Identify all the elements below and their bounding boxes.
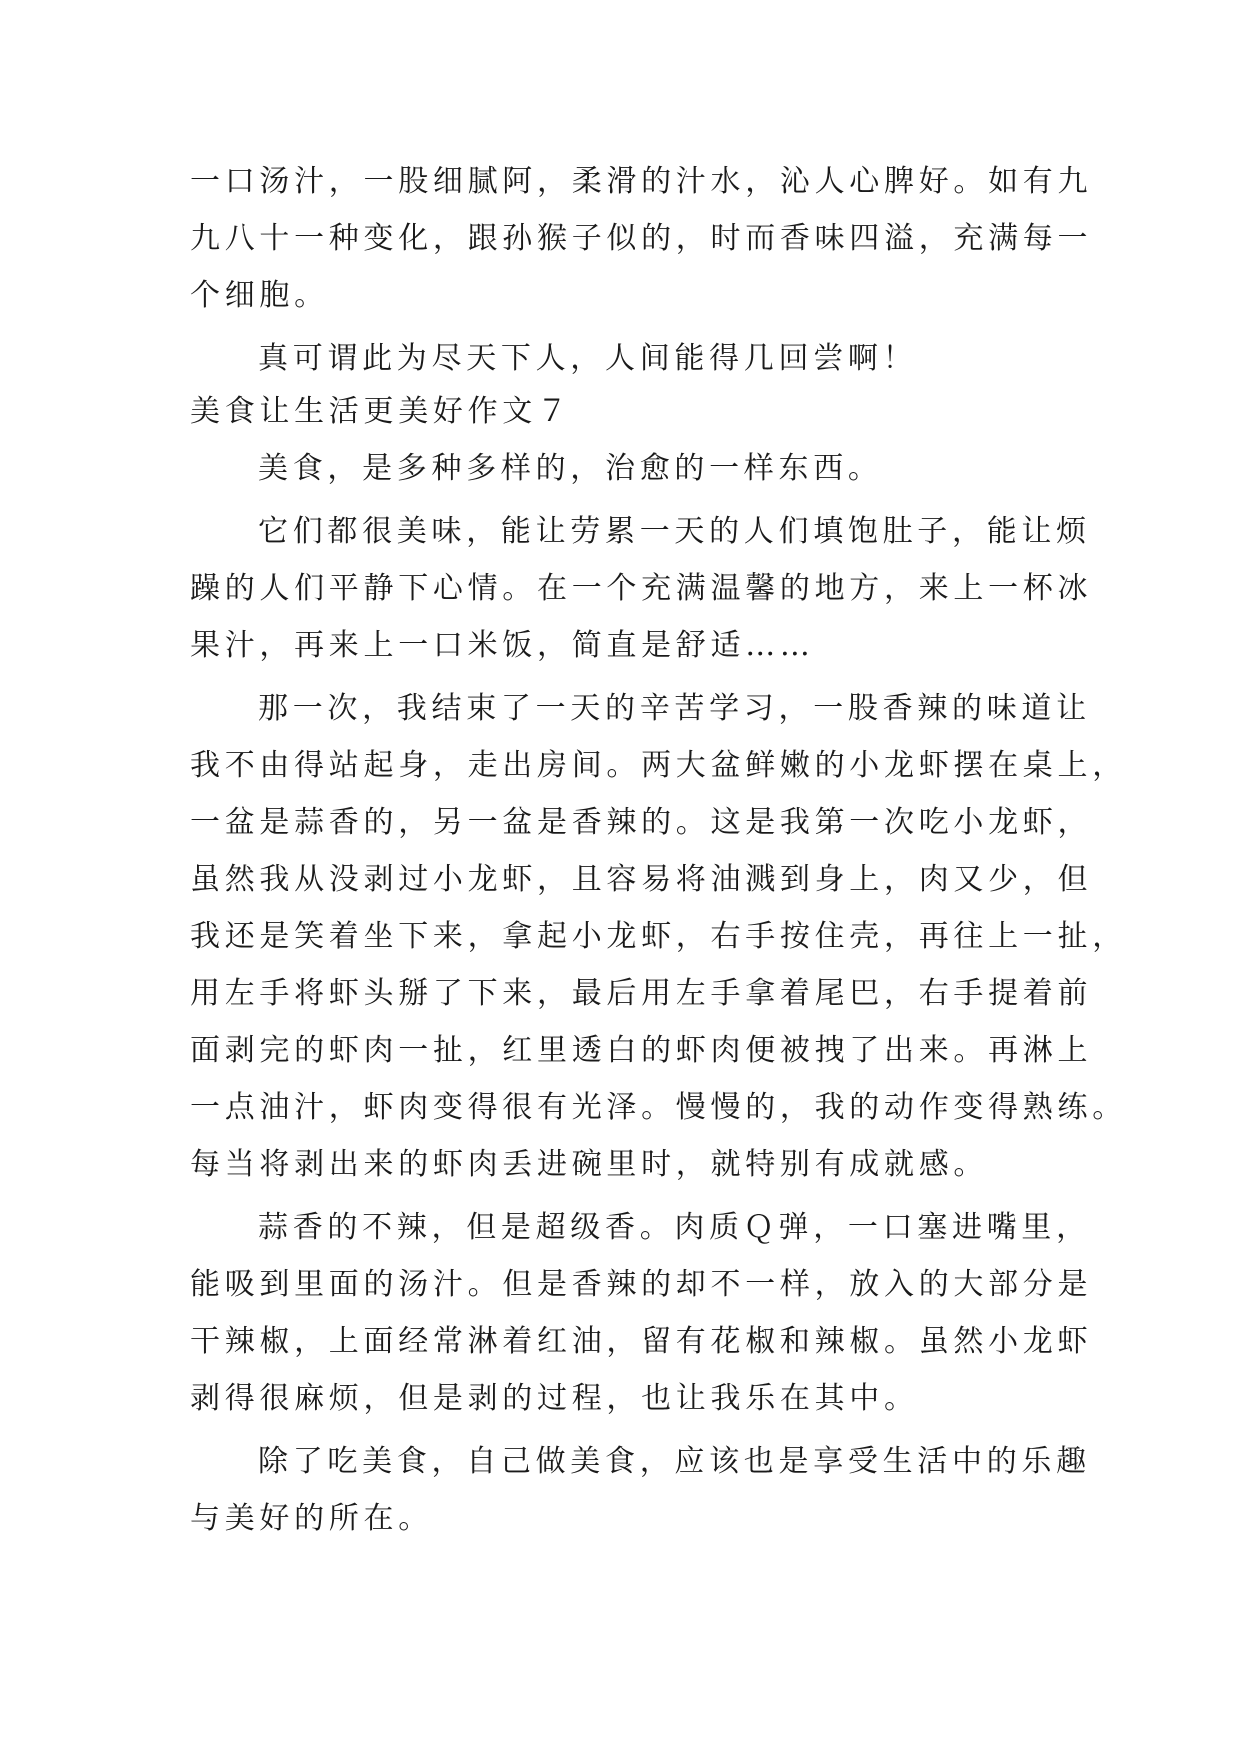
paragraph-line: 一点油汁，虾肉变得很有光泽。慢慢的，我的动作变得熟练。 (190, 1090, 1127, 1125)
paragraph-line: 它们都很美味，能让劳累一天的人们填饱肚子，能让烦 (258, 514, 1091, 549)
paragraph-line: 美食，是多种多样的，治愈的一样东西。 (258, 451, 883, 486)
paragraph-line: 蒜香的不辣，但是超级香。肉质Ｑ弹，一口塞进嘴里， (258, 1210, 1091, 1245)
paragraph-line: 一盆是蒜香的，另一盆是香辣的。这是我第一次吃小龙虾， (190, 805, 1093, 840)
paragraph-line: 那一次，我结束了一天的辛苦学习，一股香辣的味道让 (258, 691, 1091, 726)
paragraph-line: 除了吃美食，自己做美食，应该也是享受生活中的乐趣 (258, 1444, 1091, 1479)
paragraph-line: 虽然我从没剥过小龙虾，且容易将油溅到身上，肉又少，但 (190, 862, 1093, 897)
document-page (190, 161, 1127, 1540)
paragraph-line: 一口汤汁，一股细腻阿，柔滑的汁水，沁人心脾好。如有九 (190, 164, 1093, 199)
paragraph-line: 用左手将虾头掰了下来，最后用左手拿着尾巴，右手提着前 (190, 976, 1093, 1011)
paragraph-line: 我不由得站起身，走出房间。两大盆鲜嫩的小龙虾摆在桌上， (190, 748, 1127, 783)
paragraph-line: 真可谓此为尽天下人，人间能得几回尝啊！ (258, 341, 918, 376)
paragraph-line: 九八十一种变化，跟孙猴子似的，时而香味四溢，充满每一 (190, 221, 1093, 256)
paragraph-line: 干辣椒，上面经常淋着红油，留有花椒和辣椒。虽然小龙虾 (190, 1324, 1093, 1359)
paragraph-line: 能吸到里面的汤汁。但是香辣的却不一样，放入的大部分是 (190, 1267, 1093, 1302)
paragraph-line: 躁的人们平静下心情。在一个充满温馨的地方，来上一杯冰 (190, 571, 1093, 606)
paragraph-line: 每当将剥出来的虾肉丢进碗里时，就特别有成就感。 (190, 1147, 989, 1182)
paragraph-line: 我还是笑着坐下来，拿起小龙虾，右手按住壳，再往上一扯， (190, 919, 1127, 954)
section-heading: 美食让生活更美好作文７ (190, 394, 572, 429)
paragraph-line: 与美好的所在。 (190, 1501, 433, 1536)
paragraph-line: 个细胞。 (190, 278, 329, 313)
paragraph-line: 果汁，再来上一口米饭，简直是舒适…… (190, 628, 815, 663)
paragraph-line: 面剥完的虾肉一扯，红里透白的虾肉便被拽了出来。再淋上 (190, 1033, 1093, 1068)
paragraph-line: 剥得很麻烦，但是剥的过程，也让我乐在其中。 (190, 1381, 919, 1416)
